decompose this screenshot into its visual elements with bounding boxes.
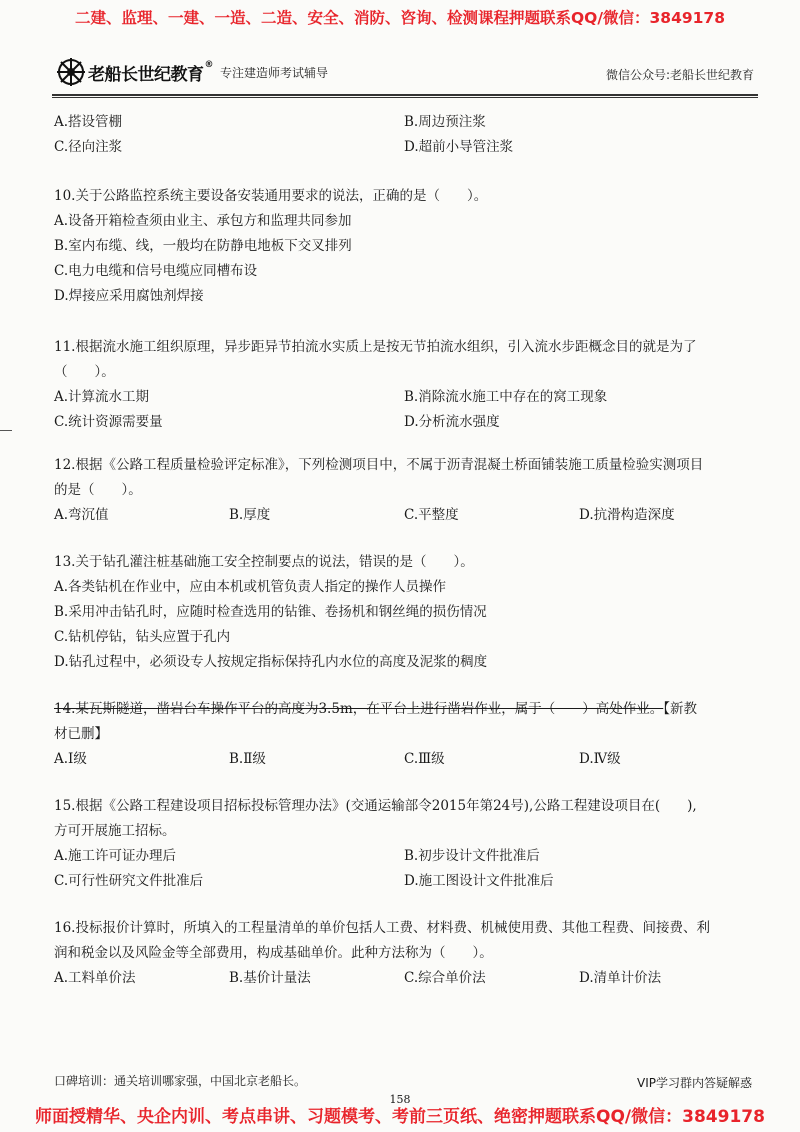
option-d: D.抗滑构造深度 — [579, 507, 675, 523]
question-14 — [54, 697, 754, 772]
option-c: C.综合单价法 — [404, 970, 486, 986]
ship-wheel-logo-icon — [57, 58, 85, 86]
question-9-options — [54, 110, 754, 160]
option-c: C.钻机停钻，钻头应置于孔内 — [54, 629, 231, 645]
page-number: 158 — [389, 1093, 411, 1106]
question-list — [54, 110, 754, 991]
option-a: A.工料单价法 — [54, 970, 136, 986]
question-10 — [54, 184, 754, 309]
question-text — [54, 697, 754, 722]
question-text-line-2: （ ）。 — [54, 364, 115, 380]
question-16 — [54, 916, 754, 991]
option-b: B.周边预注浆 — [404, 114, 486, 130]
option-a: A.搭设管棚 — [54, 114, 123, 130]
option-a: A.Ⅰ级 — [54, 751, 87, 767]
wechat-account: 微信公众号:老船长世纪教育 — [605, 68, 754, 82]
option-a: A.设备开箱检查须由业主、承包方和监理共同参加 — [54, 213, 352, 229]
deleted-note-part-1: 【新教 — [663, 701, 697, 717]
option-b: B.室内布缆、线，一般均在防静电地板下交叉排列 — [54, 238, 352, 254]
scan-margin-mark — [0, 430, 12, 431]
question-text-line-2: 的是（ ）。 — [54, 482, 142, 498]
logo — [57, 58, 213, 86]
option-a: A.计算流水工期 — [54, 389, 150, 405]
question-text-line-2: 方可开展施工招标。 — [54, 823, 176, 839]
struck-question-text: 14.某瓦斯隧道，凿岩台车操作平台的高度为3.5m，在平台上进行凿岩作业，属于（ ）高处作业。 — [54, 701, 664, 717]
option-b: B.采用冲击钻孔时，应随时检查选用的钻锥、卷扬机和钢丝绳的损伤情况 — [54, 604, 487, 620]
question-text-line-2: 润和税金以及风险金等全部费用，构成基础单价。此种方法称为（ ）。 — [54, 945, 493, 961]
question-13 — [54, 550, 754, 675]
option-d: D.清单计价法 — [579, 970, 662, 986]
option-c: C.可行性研究文件批准后 — [54, 873, 204, 889]
question-text: 13.关于钻孔灌注桩基础施工安全控制要点的说法，错误的是（ ）。 — [54, 554, 474, 570]
top-promo-banner: 二建、监理、一建、一造、二造、安全、消防、咨询、检测课程押题联系QQ/微信：3849178 — [74, 9, 725, 27]
option-b: B.基价计量法 — [229, 970, 311, 986]
footer-vip-note: VIP学习群内答疑解惑 — [637, 1076, 752, 1090]
option-d: D.超前小导管注浆 — [404, 139, 514, 155]
option-b: B.初步设计文件批准后 — [404, 848, 540, 864]
question-12 — [54, 453, 754, 528]
option-d: D.施工图设计文件批准后 — [404, 873, 554, 889]
footer-slogan: 口碑培训：通关培训哪家强，中国北京老船长。 — [54, 1074, 307, 1088]
option-a: A.弯沉值 — [54, 507, 109, 523]
option-a: A.施工许可证办理后 — [54, 848, 177, 864]
option-c: C.径向注浆 — [54, 139, 123, 155]
header-divider — [52, 94, 758, 98]
option-c: C.统计资源需要量 — [54, 414, 163, 430]
question-text: 10.关于公路监控系统主要设备安装通用要求的说法，正确的是（ ）。 — [54, 188, 488, 204]
logo-text: 老船长世纪教育® — [88, 59, 213, 85]
bottom-promo-banner: 师面授精华、央企内训、考点串讲、习题模考、考前三页纸、绝密押题联系QQ/微信：3849178 — [35, 1107, 765, 1127]
option-a: A.各类钻机在作业中，应由本机或机管负责人指定的操作人员操作 — [54, 579, 447, 595]
question-text-line-1: 16.投标报价计算时，所填入的工程量清单的单价包括人工费、材料费、机械使用费、其他工程费、间接费、利 — [54, 920, 710, 936]
question-11 — [54, 335, 754, 435]
option-b: B.消除流水施工中存在的窝工现象 — [404, 389, 608, 405]
question-text-line-1: 15.根据《公路工程建设项目招标投标管理办法》(交通运输部令2015年第24号),公路工程建设项目在( ), — [54, 798, 697, 814]
deleted-note-part-2: 材已删】 — [54, 726, 108, 742]
option-c: C.电力电缆和信号电缆应同槽布设 — [54, 263, 258, 279]
option-d: D.焊接应采用腐蚀剂焊接 — [54, 288, 204, 304]
question-text-line-1: 12.根据《公路工程质量检验评定标准》，下列检测项目中，不属于沥青混凝土桥面铺装施工质量检验实测项目 — [54, 457, 704, 473]
question-text-line-1: 11.根据流水施工组织原理，异步距异节拍流水实质上是按无节拍流水组织，引入流水步距概念目的就是为了 — [54, 339, 697, 355]
option-d: D.分析流水强度 — [404, 414, 500, 430]
option-b: B.厚度 — [229, 507, 271, 523]
question-15 — [54, 794, 754, 894]
option-c: C.平整度 — [404, 507, 459, 523]
option-d: D.Ⅳ级 — [579, 751, 621, 767]
option-d: D.钻孔过程中，必须设专人按规定指标保持孔内水位的高度及泥浆的稠度 — [54, 654, 488, 670]
tagline: 专注建造师考试辅导 — [220, 66, 329, 80]
option-c: C.Ⅲ级 — [404, 751, 445, 767]
page-header — [52, 58, 758, 90]
option-b: B.Ⅱ级 — [229, 751, 266, 767]
